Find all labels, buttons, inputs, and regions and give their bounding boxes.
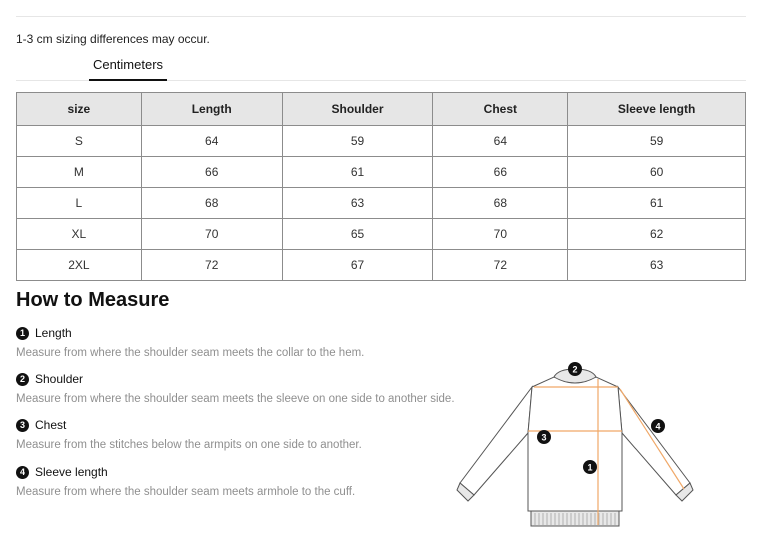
measure-label: Length (35, 326, 72, 340)
unit-tabs (16, 56, 746, 81)
measure-item-chest (16, 417, 362, 451)
header-chest: Chest (433, 93, 568, 126)
top-divider (16, 16, 746, 17)
cell-length: 72 (141, 250, 282, 281)
measure-label: Sleeve length (35, 465, 108, 479)
number-badge-icon: 1 (16, 327, 29, 340)
measure-item-shoulder (16, 371, 455, 405)
cell-shoulder: 59 (282, 126, 433, 157)
measure-description: Measure from where the shoulder seam meets the collar to the hem. (16, 347, 365, 359)
table-row (17, 188, 746, 219)
cell-size: L (17, 188, 142, 219)
svg-text:3: 3 (541, 432, 547, 443)
number-badge-icon: 4 (16, 466, 29, 479)
cell-length: 70 (141, 219, 282, 250)
svg-text:4: 4 (655, 421, 661, 432)
measure-label: Chest (35, 418, 67, 432)
sizing-note: 1-3 cm sizing differences may occur. (16, 32, 210, 46)
cell-sleeve-length: 59 (568, 126, 746, 157)
sweater-diagram-icon (454, 355, 704, 535)
table-row (17, 219, 746, 250)
cell-chest: 64 (433, 126, 568, 157)
size-table (16, 92, 746, 281)
cell-sleeve-length: 62 (568, 219, 746, 250)
cell-shoulder: 63 (282, 188, 433, 219)
measure-description: Measure from where the shoulder seam meets armhole to the cuff. (16, 486, 356, 498)
header-sleeve-length: Sleeve length (568, 93, 746, 126)
cell-chest: 72 (433, 250, 568, 281)
cell-size: S (17, 126, 142, 157)
cell-shoulder: 65 (282, 219, 433, 250)
table-row (17, 157, 746, 188)
tab-centimeters[interactable]: Centimeters (89, 56, 167, 81)
svg-text:2: 2 (572, 364, 578, 375)
number-badge-icon: 3 (16, 419, 29, 432)
cell-chest: 70 (433, 219, 568, 250)
header-size: size (17, 93, 142, 126)
cell-sleeve-length: 63 (568, 250, 746, 281)
measure-label: Shoulder (35, 372, 84, 386)
cell-length: 68 (141, 188, 282, 219)
header-length: Length (141, 93, 282, 126)
measure-description: Measure from the stitches below the armpits on one side to another. (16, 439, 362, 451)
cell-sleeve-length: 61 (568, 188, 746, 219)
number-badge-icon: 2 (16, 373, 29, 386)
table-header-row (17, 93, 746, 126)
cell-size: M (17, 157, 142, 188)
cell-length: 64 (141, 126, 282, 157)
table-row (17, 250, 746, 281)
measure-item-sleeve-length (16, 464, 355, 498)
cell-chest: 68 (433, 188, 568, 219)
cell-sleeve-length: 60 (568, 157, 746, 188)
table-row (17, 126, 746, 157)
marker-2 (568, 362, 582, 376)
cell-chest: 66 (433, 157, 568, 188)
measure-item-length (16, 325, 364, 359)
marker-4 (651, 419, 665, 433)
marker-1 (583, 460, 597, 474)
measure-description: Measure from where the shoulder seam meets the sleeve on one side to another side. (16, 393, 455, 405)
cell-shoulder: 61 (282, 157, 433, 188)
marker-3 (537, 430, 551, 444)
cell-length: 66 (141, 157, 282, 188)
header-shoulder: Shoulder (282, 93, 433, 126)
cell-shoulder: 67 (282, 250, 433, 281)
cell-size: XL (17, 219, 142, 250)
svg-text:1: 1 (587, 462, 593, 473)
cell-size: 2XL (17, 250, 142, 281)
how-to-measure-title: How to Measure (16, 289, 170, 311)
